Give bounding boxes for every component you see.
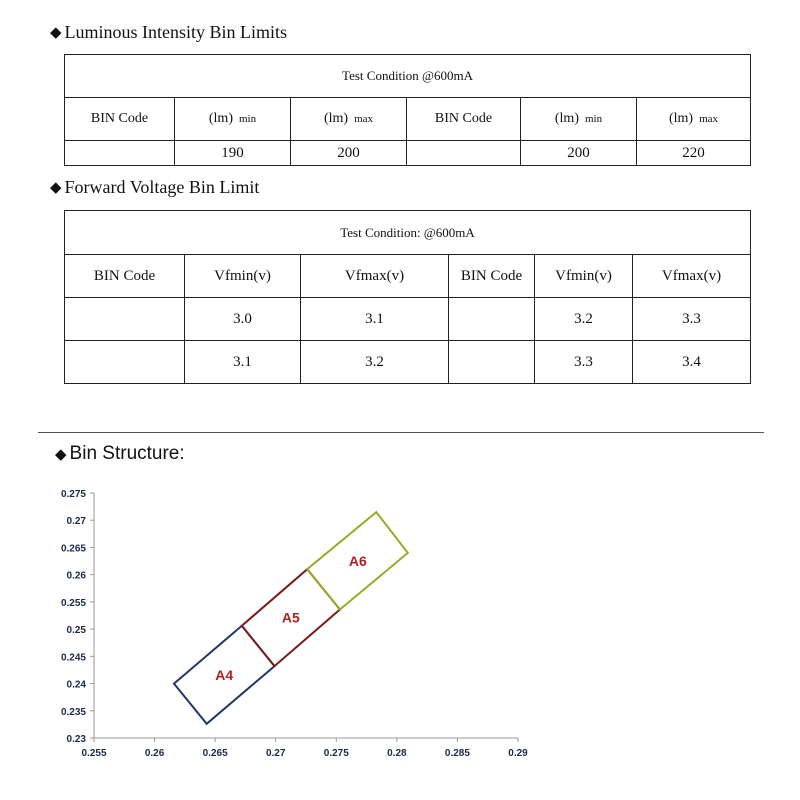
table-cell — [65, 341, 185, 384]
x-tick-label: 0.26 — [144, 748, 165, 759]
table-cell: 3.4 — [633, 341, 751, 384]
table-cell: 200 — [521, 141, 637, 166]
x-tick-label: 0.27 — [265, 748, 286, 759]
y-tick-label: 0.255 — [60, 597, 86, 609]
y-tick-label: 0.27 — [66, 516, 86, 528]
table-cell: 3.3 — [535, 341, 633, 384]
unit-lm: (lm) — [323, 111, 349, 126]
table-cell: 3.2 — [301, 341, 449, 384]
table-cell: 190 — [175, 141, 291, 166]
chart-axes — [94, 493, 518, 738]
luminous-table — [64, 54, 751, 166]
table-cell — [407, 141, 521, 166]
bin-structure-heading — [55, 443, 185, 465]
table-cell: 3.3 — [633, 298, 751, 341]
forward-header-vfmin: Vfmin(v) — [185, 255, 301, 298]
luminous-condition: Test Condition @600mA — [65, 55, 751, 98]
table-cell — [65, 298, 185, 341]
x-tick-label: 0.285 — [444, 748, 470, 759]
table-cell — [449, 341, 535, 384]
luminous-header-bin-code: BIN Code — [65, 98, 175, 141]
table-row — [65, 298, 751, 341]
forward-header-bin-code-2: BIN Code — [449, 255, 535, 298]
table-cell: 3.0 — [185, 298, 301, 341]
diamond-bullet-icon: ◆ — [50, 180, 62, 196]
x-tick-label: 0.28 — [387, 748, 407, 759]
luminous-header-max-2 — [637, 98, 751, 141]
forward-heading — [50, 177, 259, 198]
forward-header-vfmin-2: Vfmin(v) — [535, 255, 633, 298]
y-tick-label: 0.26 — [66, 570, 86, 582]
diamond-bullet-icon: ◆ — [55, 446, 67, 463]
forward-condition: Test Condition: @600mA — [65, 211, 751, 255]
table-cell — [449, 298, 535, 341]
x-tick-label: 0.265 — [202, 748, 228, 759]
luminous-header-bin-code-2: BIN Code — [407, 98, 521, 141]
luminous-header-min-2 — [521, 98, 637, 141]
table-row — [65, 341, 751, 384]
table-cell: 220 — [637, 141, 751, 166]
bin-a5-label: A5 — [281, 609, 300, 626]
table-cell: 3.1 — [185, 341, 301, 384]
luminous-header-max — [291, 98, 407, 141]
section-divider — [38, 432, 764, 433]
unit-lm: (lm) — [668, 111, 694, 126]
x-tick-label: 0.275 — [323, 748, 349, 759]
forward-heading-text: Forward Voltage Bin Limit — [64, 177, 260, 197]
table-cell: 3.1 — [301, 298, 449, 341]
x-tick-label: 0.29 — [508, 748, 528, 759]
luminous-header-min — [175, 98, 291, 141]
table-cell: 200 — [291, 141, 407, 166]
bin-structure-heading-text: Bin Structure: — [69, 443, 185, 464]
max-label: max — [354, 113, 374, 125]
diamond-bullet-icon: ◆ — [50, 25, 62, 41]
bin-a4-label: A4 — [215, 666, 234, 683]
forward-header-vfmax-2: Vfmax(v) — [633, 255, 751, 298]
forward-header-bin-code: BIN Code — [65, 255, 185, 298]
y-tick-label: 0.245 — [60, 652, 86, 664]
y-tick-label: 0.235 — [60, 706, 86, 718]
y-tick-label: 0.265 — [60, 543, 86, 555]
bin-a6-label: A6 — [348, 552, 367, 569]
y-tick-label: 0.23 — [66, 734, 86, 745]
luminous-heading — [50, 22, 287, 43]
min-label: min — [238, 113, 257, 125]
forward-voltage-table — [64, 210, 751, 384]
y-tick-label: 0.275 — [60, 489, 86, 500]
max-label: max — [699, 113, 719, 125]
unit-lm: (lm) — [554, 111, 579, 126]
table-cell: 3.2 — [535, 298, 633, 341]
chart-bins — [174, 512, 408, 724]
forward-header-vfmax: Vfmax(v) — [301, 255, 449, 298]
bin-structure-chart — [0, 470, 800, 800]
min-label: min — [584, 113, 603, 125]
unit-lm: (lm) — [208, 111, 233, 126]
x-tick-label: 0.255 — [81, 748, 107, 759]
table-cell — [65, 141, 175, 166]
y-tick-label: 0.24 — [66, 679, 86, 691]
luminous-heading-text: Luminous Intensity Bin Limits — [64, 22, 288, 42]
y-tick-label: 0.25 — [66, 625, 86, 637]
